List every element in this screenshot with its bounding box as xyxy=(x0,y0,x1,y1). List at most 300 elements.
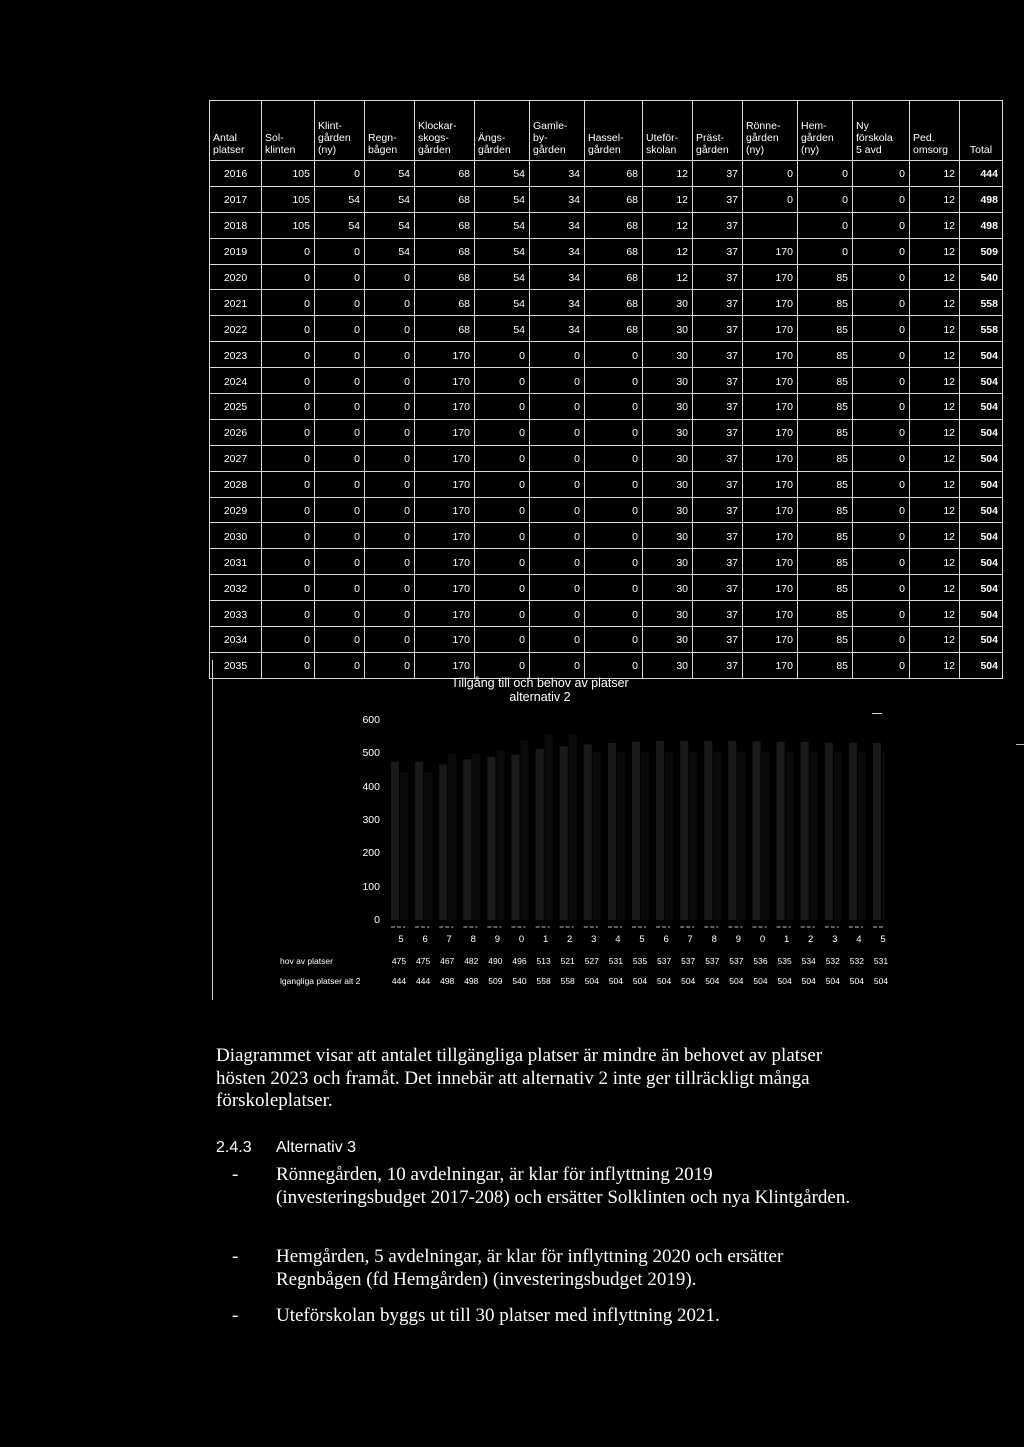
table-cell: 0 xyxy=(315,290,365,316)
bar-behov xyxy=(777,742,785,920)
x-tick-label: 5 xyxy=(639,934,645,945)
table-cell: 37 xyxy=(693,238,743,264)
table-row xyxy=(210,419,1003,445)
table-row xyxy=(210,575,1003,601)
table-cell: 30 xyxy=(643,497,693,523)
table-cell: 170 xyxy=(415,419,475,445)
bar-behov xyxy=(680,741,688,920)
series-value: 537 xyxy=(705,956,720,966)
column-header-line: Regn- xyxy=(368,132,397,144)
x-tick-label: 8 xyxy=(470,934,476,945)
table-cell: 54 xyxy=(315,186,365,212)
table-cell: 54 xyxy=(475,238,530,264)
year-cell: 2026 xyxy=(210,419,262,445)
table-cell: 504 xyxy=(960,627,1003,653)
series-value: 532 xyxy=(825,956,840,966)
table-cell: 0 xyxy=(475,342,530,368)
table-cell: 30 xyxy=(643,394,693,420)
table-cell: 0 xyxy=(743,161,798,187)
chart-frame-line xyxy=(212,660,213,1000)
series-value: 504 xyxy=(849,976,864,986)
series-value: 504 xyxy=(801,976,816,986)
table-cell: 12 xyxy=(910,368,960,394)
table-cell: 85 xyxy=(798,290,853,316)
bar-tillgangliga xyxy=(472,754,480,920)
section-title: Alternativ 3 xyxy=(276,1139,357,1156)
table-cell: 504 xyxy=(960,368,1003,394)
series-value: 504 xyxy=(777,976,792,986)
column-header xyxy=(853,101,910,161)
bar-tillgangliga xyxy=(786,752,794,920)
series-value: 504 xyxy=(873,976,889,986)
series-value: 532 xyxy=(849,956,864,966)
table-cell: 0 xyxy=(853,601,910,627)
table-row xyxy=(210,523,1003,549)
table-cell: 170 xyxy=(415,445,475,471)
x-tick-label: 2 xyxy=(567,934,573,945)
table-cell: 170 xyxy=(743,497,798,523)
table-cell: 509 xyxy=(960,238,1003,264)
table-cell: 0 xyxy=(853,497,910,523)
column-header-line: Klockar- xyxy=(418,120,457,132)
x-tick-label: 4 xyxy=(856,934,862,945)
table-row xyxy=(210,238,1003,264)
series-value: 490 xyxy=(488,956,503,966)
table-row xyxy=(210,394,1003,420)
x-tick-label: 1 xyxy=(783,934,790,945)
table-cell: 68 xyxy=(585,238,643,264)
edge-line xyxy=(1016,744,1024,745)
table-cell: 0 xyxy=(475,523,530,549)
bar-tillgangliga xyxy=(545,734,553,920)
table-cell: 85 xyxy=(798,549,853,575)
table-cell: 0 xyxy=(365,549,415,575)
x-tick-label: 9 xyxy=(735,934,742,945)
table-cell: 54 xyxy=(365,186,415,212)
table-cell: 85 xyxy=(798,419,853,445)
bar-behov xyxy=(704,741,712,920)
x-tick-label: 3 xyxy=(832,934,838,945)
table-cell: 12 xyxy=(910,523,960,549)
table-cell: 12 xyxy=(910,549,960,575)
column-header-line: bågen xyxy=(368,144,398,156)
table-cell: 0 xyxy=(365,316,415,342)
table-row xyxy=(210,368,1003,394)
legend-dash xyxy=(872,713,882,714)
table-cell: 85 xyxy=(798,316,853,342)
section-number: 2.4.3 xyxy=(216,1139,252,1156)
table-cell: 504 xyxy=(960,497,1003,523)
table-cell: 12 xyxy=(910,316,960,342)
table-cell: 170 xyxy=(415,523,475,549)
table-cell: 85 xyxy=(798,394,853,420)
table-cell: 0 xyxy=(530,394,585,420)
series-value: 475 xyxy=(391,956,407,966)
table-cell: 0 xyxy=(315,316,365,342)
table-cell: 85 xyxy=(798,342,853,368)
table-cell: 0 xyxy=(585,419,643,445)
bar-behov xyxy=(801,742,809,920)
column-header-line: gården xyxy=(588,144,621,156)
column-header xyxy=(262,101,315,161)
year-cell: 2021 xyxy=(210,290,262,316)
bullet-text: Uteförskolan byggs ut till 30 platser med inflyttning 2021. xyxy=(276,1305,720,1326)
series-value: 537 xyxy=(729,956,744,966)
table-cell: 12 xyxy=(643,264,693,290)
table-cell: 0 xyxy=(853,445,910,471)
table-cell: 0 xyxy=(365,523,415,549)
table-cell: 85 xyxy=(798,627,853,653)
table-cell: 68 xyxy=(585,264,643,290)
table-cell: 30 xyxy=(643,316,693,342)
body-paragraph: Diagrammet visar att antalet tillgängliga platser är mindre än behovet av platser hösten 2023 och framåt. Det innebär att alternativ 2 inte ger tillräckligt många förskoleplatser. xyxy=(216,1045,823,1111)
series-label: lgangliga platser alt 2 xyxy=(280,976,361,986)
bar-tillgangliga xyxy=(569,734,577,920)
table-cell: 54 xyxy=(365,238,415,264)
column-header xyxy=(910,101,960,161)
table-cell: 37 xyxy=(693,652,743,678)
table-cell: 504 xyxy=(960,445,1003,471)
table-cell: 170 xyxy=(743,264,798,290)
column-header-line: Ny xyxy=(856,120,869,132)
series-value: 504 xyxy=(705,976,720,986)
table-cell: 0 xyxy=(315,523,365,549)
table-row xyxy=(210,161,1003,187)
column-header xyxy=(798,101,853,161)
table-cell: 0 xyxy=(853,290,910,316)
table-cell: 37 xyxy=(693,316,743,342)
table-cell: 54 xyxy=(475,264,530,290)
table-cell: 12 xyxy=(643,186,693,212)
table-cell: 0 xyxy=(365,368,415,394)
table-cell: 170 xyxy=(415,575,475,601)
column-header xyxy=(585,101,643,161)
table-cell: 12 xyxy=(910,264,960,290)
table-cell: 0 xyxy=(853,316,910,342)
table-cell: 68 xyxy=(415,264,475,290)
series-value: 444 xyxy=(391,976,407,986)
column-header-line: (ny) xyxy=(801,144,820,156)
table-cell: 0 xyxy=(365,471,415,497)
table-cell: 0 xyxy=(262,471,315,497)
column-header-line: gården xyxy=(696,144,729,156)
table-cell: 0 xyxy=(262,601,315,627)
column-header-line: gården xyxy=(746,132,779,144)
table-cell: 0 xyxy=(315,601,365,627)
table-cell: 0 xyxy=(365,575,415,601)
series-value: 536 xyxy=(753,956,768,966)
table-cell: 0 xyxy=(475,601,530,627)
table-cell: 12 xyxy=(910,601,960,627)
table-cell: 12 xyxy=(910,575,960,601)
table-cell: 0 xyxy=(853,186,910,212)
table-cell: 0 xyxy=(315,264,365,290)
table-row xyxy=(210,497,1003,523)
x-tick-label: 6 xyxy=(422,934,428,945)
table-cell: 0 xyxy=(475,445,530,471)
series-value: 504 xyxy=(657,976,672,986)
table-cell: 68 xyxy=(585,316,643,342)
year-cell: 2031 xyxy=(210,549,262,575)
bar-tillgangliga xyxy=(737,752,745,920)
table-cell: 504 xyxy=(960,549,1003,575)
table-cell: 37 xyxy=(693,342,743,368)
column-header-line: Ängs- xyxy=(478,132,506,144)
table-cell: 12 xyxy=(910,186,960,212)
table-cell: 68 xyxy=(415,238,475,264)
table-cell: 0 xyxy=(262,264,315,290)
bar-behov xyxy=(512,755,520,920)
table-cell: 30 xyxy=(643,575,693,601)
table-cell: 30 xyxy=(643,627,693,653)
table-cell: 0 xyxy=(475,394,530,420)
table-cell: 0 xyxy=(365,394,415,420)
bar-tillgangliga xyxy=(665,752,673,920)
x-tick-label: 0 xyxy=(759,934,766,945)
table-cell: 12 xyxy=(910,394,960,420)
table-cell: 0 xyxy=(262,316,315,342)
table-cell: 170 xyxy=(415,471,475,497)
table-cell: 37 xyxy=(693,264,743,290)
series-value: 521 xyxy=(560,956,575,966)
series-value: 558 xyxy=(536,976,551,986)
table-cell: 170 xyxy=(743,575,798,601)
year-cell: 2018 xyxy=(210,212,262,238)
bar-behov xyxy=(560,746,568,920)
table-cell: 68 xyxy=(415,316,475,342)
series-label: hov av platser xyxy=(280,956,333,966)
table-cell: 0 xyxy=(365,601,415,627)
table-cell: 504 xyxy=(960,652,1003,678)
table-cell: 30 xyxy=(643,290,693,316)
table-cell: 0 xyxy=(530,368,585,394)
table-cell: 37 xyxy=(693,627,743,653)
bar-behov xyxy=(415,762,423,920)
table-cell: 54 xyxy=(365,161,415,187)
table-cell: 54 xyxy=(475,316,530,342)
table-cell: 34 xyxy=(530,264,585,290)
y-tick-label: 600 xyxy=(362,714,380,726)
table-cell: 0 xyxy=(530,601,585,627)
series-value: 531 xyxy=(873,956,889,966)
table-cell: 0 xyxy=(262,627,315,653)
table-cell: 30 xyxy=(643,471,693,497)
table-cell: 85 xyxy=(798,497,853,523)
table-cell: 0 xyxy=(585,471,643,497)
table-cell: 0 xyxy=(262,445,315,471)
table-cell: 170 xyxy=(743,419,798,445)
table-cell: 504 xyxy=(960,523,1003,549)
table-cell: 0 xyxy=(585,445,643,471)
table-cell: 0 xyxy=(475,652,530,678)
table-cell: 170 xyxy=(743,652,798,678)
table-cell: 170 xyxy=(415,342,475,368)
table-cell: 30 xyxy=(643,652,693,678)
table-cell: 0 xyxy=(315,575,365,601)
column-header-line: Hem- xyxy=(801,120,827,132)
year-cell: 2029 xyxy=(210,497,262,523)
series-value: 535 xyxy=(632,956,648,966)
table-cell: 0 xyxy=(365,419,415,445)
series-value: 444 xyxy=(416,976,431,986)
x-tick-label: 6 xyxy=(663,934,669,945)
table-cell: 105 xyxy=(262,161,315,187)
column-header-line: 5 avd xyxy=(856,144,882,156)
table-cell: 37 xyxy=(693,419,743,445)
x-tick-label: 4 xyxy=(615,934,621,945)
table-cell: 0 xyxy=(853,161,910,187)
table-cell: 68 xyxy=(415,161,475,187)
table-cell: 0 xyxy=(365,342,415,368)
table-cell: 0 xyxy=(585,497,643,523)
table-cell: 0 xyxy=(853,419,910,445)
year-cell: 2034 xyxy=(210,627,262,653)
y-tick-label: 200 xyxy=(362,847,380,860)
table-cell: 0 xyxy=(530,627,585,653)
series-value: 558 xyxy=(560,976,575,986)
year-cell: 2030 xyxy=(210,523,262,549)
column-header-line: skolan xyxy=(646,144,677,156)
table-cell: 54 xyxy=(475,161,530,187)
table-cell: 170 xyxy=(415,394,475,420)
table-cell: 37 xyxy=(693,575,743,601)
column-header-line: Präst- xyxy=(696,132,725,144)
table-cell: 68 xyxy=(585,290,643,316)
bar-tillgangliga xyxy=(641,752,649,920)
bar-tillgangliga xyxy=(882,752,885,920)
table-cell: 0 xyxy=(530,652,585,678)
year-cell: 2022 xyxy=(210,316,262,342)
table-cell: 0 xyxy=(530,575,585,601)
table-cell: 12 xyxy=(910,161,960,187)
series-value: 504 xyxy=(753,976,768,986)
table-cell: 0 xyxy=(315,549,365,575)
table-cell: 12 xyxy=(910,497,960,523)
bullet-text: Rönnegården, 10 avdelningar, är klar för inflyttning 2019 (investeringsbudget 2017-208) och ersätter Solklinten och nya Klintgården. xyxy=(276,1164,851,1208)
bar-tillgangliga xyxy=(713,752,721,920)
table-cell: 0 xyxy=(530,471,585,497)
table-cell: 34 xyxy=(530,212,585,238)
table-cell: 0 xyxy=(585,575,643,601)
table-cell: 170 xyxy=(743,601,798,627)
table-cell: 37 xyxy=(693,290,743,316)
bar-tillgangliga xyxy=(424,772,432,920)
series-value: 482 xyxy=(464,956,479,966)
table-cell: 0 xyxy=(853,627,910,653)
table-cell: 0 xyxy=(262,394,315,420)
table-row xyxy=(210,549,1003,575)
bar-tillgangliga xyxy=(400,772,408,920)
table-cell: 12 xyxy=(643,212,693,238)
table-cell: 34 xyxy=(530,161,585,187)
table-cell: 105 xyxy=(262,186,315,212)
table-cell: 68 xyxy=(585,161,643,187)
series-value: 504 xyxy=(608,976,623,986)
bar-behov xyxy=(849,743,857,920)
series-value: 537 xyxy=(681,956,696,966)
table-cell: 0 xyxy=(475,419,530,445)
column-header-line: skogs- xyxy=(418,132,449,144)
table-cell: 0 xyxy=(585,523,643,549)
table-cell: 0 xyxy=(853,368,910,394)
series-value: 513 xyxy=(536,956,551,966)
table-cell: 68 xyxy=(415,186,475,212)
table-cell: 37 xyxy=(693,394,743,420)
table-row xyxy=(210,445,1003,471)
bar-tillgangliga xyxy=(689,752,697,920)
table-cell: 30 xyxy=(643,342,693,368)
table-cell: 30 xyxy=(643,549,693,575)
y-tick-label: 500 xyxy=(362,747,380,760)
table-cell: 0 xyxy=(853,549,910,575)
bar-behov xyxy=(487,757,495,920)
table-row xyxy=(210,652,1003,678)
table-cell: 170 xyxy=(743,368,798,394)
table-cell: 85 xyxy=(798,264,853,290)
column-header-line: gården xyxy=(533,144,566,156)
table-cell: 0 xyxy=(262,497,315,523)
series-value: 534 xyxy=(801,956,816,966)
bullet-marker: - xyxy=(232,1164,239,1185)
table-cell: 85 xyxy=(798,445,853,471)
table-cell: 0 xyxy=(315,161,365,187)
table-cell: 0 xyxy=(262,419,315,445)
series-value: 535 xyxy=(777,956,792,966)
table-cell: 0 xyxy=(315,471,365,497)
table-cell: 34 xyxy=(530,186,585,212)
chart-title-line-2: alternativ 2 xyxy=(509,690,571,704)
column-header-line: by- xyxy=(533,132,548,144)
column-header xyxy=(415,101,475,161)
table-cell: 0 xyxy=(315,627,365,653)
table-cell: 12 xyxy=(910,445,960,471)
bar-tillgangliga xyxy=(496,750,504,920)
bar-behov xyxy=(632,742,640,920)
column-header xyxy=(530,101,585,161)
table-header-row xyxy=(210,101,1003,161)
year-cell: 2016 xyxy=(210,161,262,187)
table-cell: 170 xyxy=(415,627,475,653)
table-cell: 30 xyxy=(643,445,693,471)
table-cell: 0 xyxy=(475,368,530,394)
table-cell: 540 xyxy=(960,264,1003,290)
bar-tillgangliga xyxy=(762,752,770,920)
table-cell: 12 xyxy=(910,212,960,238)
x-tick-label: 8 xyxy=(711,934,717,945)
bar-tillgangliga xyxy=(617,752,625,920)
table-cell: 170 xyxy=(743,549,798,575)
column-header-line: förskola xyxy=(856,132,893,144)
table-cell: 0 xyxy=(315,652,365,678)
table-cell: 0 xyxy=(262,368,315,394)
year-cell: 2017 xyxy=(210,186,262,212)
table-cell: 170 xyxy=(415,497,475,523)
table-cell: 0 xyxy=(853,342,910,368)
column-header-line: omsorg xyxy=(913,144,949,156)
table-cell: 37 xyxy=(693,186,743,212)
table-cell: 54 xyxy=(475,290,530,316)
table-row xyxy=(210,290,1003,316)
table-cell: 0 xyxy=(585,342,643,368)
table-cell: 504 xyxy=(960,575,1003,601)
series-value: 467 xyxy=(440,956,455,966)
table-cell: 498 xyxy=(960,212,1003,238)
table-cell: 0 xyxy=(315,368,365,394)
table-cell: 68 xyxy=(585,212,643,238)
table-cell: 170 xyxy=(743,290,798,316)
table-cell: 0 xyxy=(365,290,415,316)
table-cell: 170 xyxy=(743,627,798,653)
